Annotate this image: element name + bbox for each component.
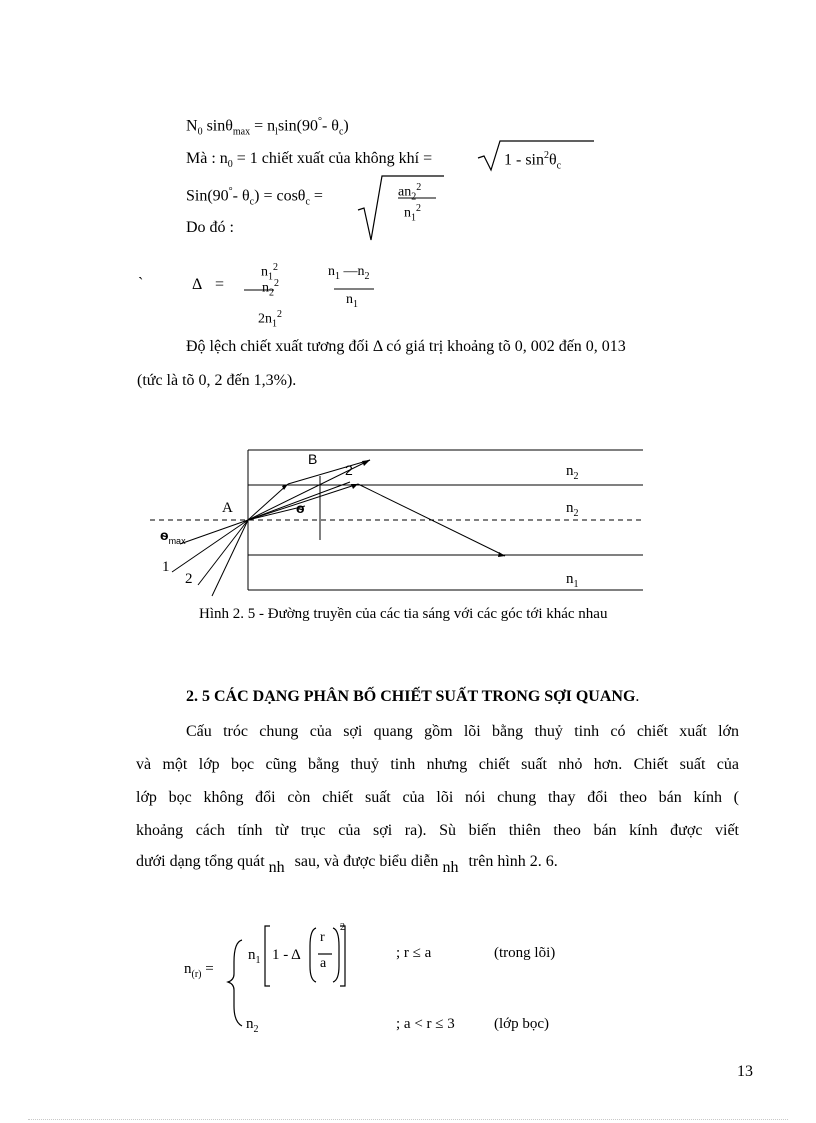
eq3-n2-sub: 2: [411, 191, 417, 203]
eq1-tail2: - θ: [321, 117, 339, 135]
eq2-0-sub: 0: [227, 159, 233, 171]
pw-n2-n: n: [246, 1016, 254, 1032]
paragraph-2-line-1: [186, 723, 739, 741]
eq3-n2: n: [404, 184, 412, 200]
fig-label-2-bottom: 2: [185, 571, 193, 587]
fig-label-n1-bottom: [566, 571, 579, 590]
eq3-a-over: [398, 182, 421, 202]
eq1-tail: sin(90: [277, 117, 318, 135]
eq3-n1-sup: 2: [416, 203, 421, 214]
section-heading: [186, 688, 639, 706]
eq4-n2: n: [262, 280, 269, 296]
fig-n2-mid-sub: 2: [573, 508, 579, 519]
section-heading-period: .: [635, 688, 640, 705]
eq3-n1-sub: 1: [411, 212, 416, 224]
paragraph-1-line-2: (tức là tõ 0, 2 đến 1,3%).: [137, 372, 297, 389]
pw-lhs-sub: (r): [191, 969, 202, 980]
para2-l4-text: khoảng cách tính từ trục của sợi ra). Sù biến thiên theo bán kính được viết: [136, 822, 739, 839]
eq1-deg: °: [317, 116, 322, 127]
fig-label-1: 1: [162, 559, 170, 575]
delta-den-clip: [250, 308, 310, 330]
eq4-n1: n: [261, 264, 268, 280]
paragraph-2-line-2: [136, 756, 739, 774]
pw-n1-sub: 1: [255, 955, 261, 966]
pw-lhs-n: n: [184, 961, 192, 977]
eq2-lead: Mà : n: [186, 150, 228, 167]
eq3-lead: Sin(90: [186, 187, 229, 205]
delta-den: [258, 309, 282, 329]
para2-l5a: dưới dạng tổng quát: [136, 853, 265, 870]
equation-cos-theta-c: [186, 186, 323, 208]
eq1-close: ): [343, 117, 349, 135]
para2-l3-text: lớp bọc không đổi còn chiết suất của lõi nói chung thay đổi theo bán kính (: [136, 789, 739, 806]
page-bottom-dotted-rule: [28, 1119, 788, 1120]
figure-caption: Hình 2. 5 - Đường truyền của các tia sáng với các góc tới khác nhau: [199, 606, 608, 622]
eq4-r-n1-sub: 1: [335, 270, 340, 282]
pw-big-bracket-left: [265, 926, 270, 986]
eq4-n1-sup: 2: [273, 262, 278, 273]
eq4-r-dash: —n: [340, 264, 365, 279]
paragraph-2-line-3: [136, 789, 739, 807]
arrow-head-1: [362, 460, 370, 466]
fig-n2-mid-n: n: [566, 500, 574, 516]
eq2-sup2: 2: [544, 150, 549, 161]
eq3-mid: - θ: [232, 187, 250, 205]
fig-label-A: A: [222, 500, 233, 516]
eq1-max-sub: max: [232, 126, 251, 138]
eq4-r-den: n: [346, 292, 353, 307]
arrow-head-2: [351, 484, 358, 489]
pw-n2-sub: 2: [253, 1024, 259, 1035]
pw-big-bracket-right: [340, 926, 345, 986]
fig-n2-top-n: n: [566, 463, 574, 479]
eq4-r-den-sub: 1: [353, 298, 358, 310]
fig-label-n2-top: [566, 463, 579, 482]
delta-symbol: Δ: [192, 276, 203, 293]
eq3-a: a: [398, 184, 405, 200]
pw-note-2: (lớp bọc): [494, 1016, 549, 1032]
pw-one-minus-delta: 1 - Δ: [272, 947, 301, 963]
fig-label-2-top: 2: [345, 462, 353, 478]
fig-n1-sub: 1: [573, 579, 579, 590]
eq1-sin: sinθ: [202, 117, 233, 135]
section-heading-text: 2. 5 CÁC DẠNG PHÂN BỐ CHIẾT SUẤT TRONG SỢI QUANG: [186, 688, 636, 705]
eq3-c-sub: c: [249, 196, 255, 208]
delta-right-num: [328, 264, 370, 282]
eq3-cos: ) = cosθ: [254, 187, 306, 205]
pw-n1: [248, 947, 261, 966]
delta-num-n2: [262, 278, 279, 298]
fig-label-theta: ѳ: [296, 500, 305, 516]
paragraph-1-line-1: Độ lệch chiết xuất tương đối Δ có giá trị khoảng tõ 0, 002 đến 0, 013: [186, 338, 626, 355]
fig-n2-top-sub: 2: [573, 471, 579, 482]
eq4-n2-sub: 2: [269, 287, 274, 299]
eq4-den: 2n: [258, 311, 272, 327]
page-number: 13: [737, 1063, 753, 1080]
eq3-n2-sup: 2: [416, 182, 422, 193]
equation-snell-max: [186, 116, 349, 138]
eq1-n0: N: [186, 117, 198, 135]
pw-note-1: (trong lõi): [494, 945, 556, 961]
fig-label-theta-max: [160, 527, 186, 546]
eq2-radicand: [504, 150, 561, 172]
para2-l2-text: và một lớp bọc cũng bằng thuỷ tinh nhưng chiết suất nhỏ hơn. Chiết suất của: [136, 756, 739, 773]
eq2-rad-b: θ: [549, 151, 557, 169]
eq4-den-sup: 2: [277, 309, 282, 320]
para2-nh-1: nh: [268, 859, 285, 876]
eq3-denominator: [404, 203, 421, 223]
eq3-eq: =: [309, 187, 323, 205]
paragraph-2-line-5: [136, 853, 558, 876]
pw-square: 2: [340, 922, 345, 933]
piecewise-lhs: [184, 961, 214, 980]
pw-cond-1: ; r ≤ a: [396, 945, 432, 961]
delta-right-den: [346, 292, 358, 310]
eq4-n2-sup: 2: [274, 278, 279, 289]
para2-l5b: sau, và được biểu diễn: [294, 853, 439, 870]
fig-n1-n: n: [566, 571, 574, 587]
eq1-c-sub: c: [338, 126, 344, 138]
pw-left-brace: [228, 940, 242, 1026]
eq3-deg: °: [228, 186, 233, 197]
eq1-n0-sub: 0: [197, 126, 203, 138]
do-do-label: Do đó :: [186, 219, 234, 236]
pw-paren-left: [310, 928, 316, 982]
eq2-rad-a: 1 - sin: [504, 151, 544, 169]
eq1-l-sub: l: [275, 126, 278, 138]
eq2-c-sub: c: [556, 160, 562, 172]
incident-ray-3: [212, 520, 248, 596]
pw-a: a: [320, 956, 327, 971]
paragraph-2-line-4: [136, 822, 739, 840]
eq4-r-n1: n: [328, 264, 335, 279]
delta-equals: =: [215, 276, 225, 293]
eq2-mid: = 1 chiết xuất của không khí =: [232, 150, 433, 167]
pw-lhs-eq: =: [201, 961, 214, 977]
eq1-rest: = n: [250, 117, 276, 135]
eq4-den-sub: 1: [272, 318, 277, 330]
eq3-n1: n: [404, 205, 411, 221]
fig-label-n2-mid: [566, 500, 579, 519]
pw-n1-n: n: [248, 947, 256, 963]
ray-2-reflected: [358, 484, 505, 556]
stray-tick: `: [138, 275, 144, 292]
para2-nh-2: nh: [442, 859, 459, 876]
incident-ray-2: [198, 520, 248, 585]
eq4-r-n2-sub: 2: [364, 270, 370, 282]
para2-l1-text: Cấu tróc chung của sợi quang gồm lõi bằng thuỷ tinh có chiết xuất lớn: [186, 723, 739, 740]
eq4-n1-sub: 1: [268, 271, 273, 283]
pw-r: r: [320, 930, 325, 945]
eq3-c2-sub: c: [305, 196, 310, 208]
pw-cond-2: ; a < r ≤ 3: [396, 1016, 455, 1032]
pw-n2: [246, 1016, 259, 1035]
equation-n0-air: [186, 150, 432, 170]
fig-label-B: B: [308, 451, 318, 467]
pw-paren-right: [333, 928, 339, 982]
fig-theta-max-symbol: ѳ: [160, 527, 169, 543]
para2-l5c: trên hình 2. 6.: [468, 853, 558, 870]
fig-theta-max-sub: max: [168, 535, 186, 546]
